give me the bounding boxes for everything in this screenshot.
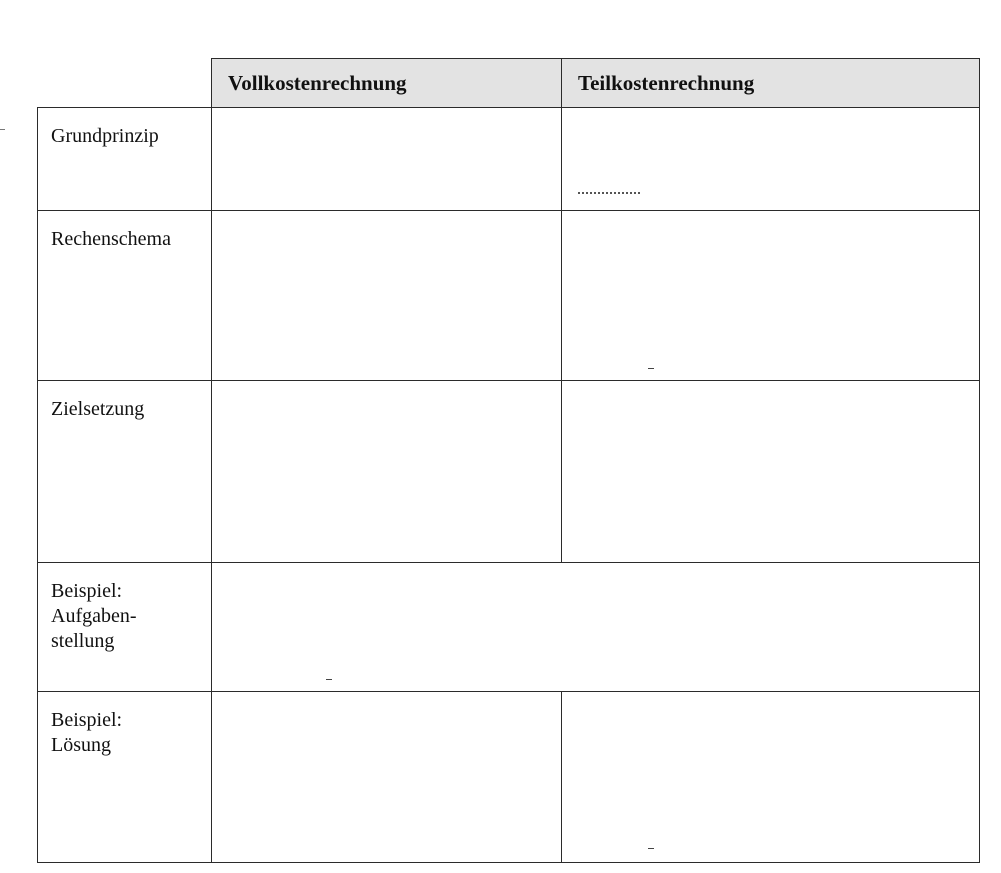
column-header-full-costing-text: Vollkostenrechnung: [228, 70, 407, 95]
cell-principle-partial-costing: [561, 107, 980, 211]
column-header-partial-costing-text: Teilkostenrechnung: [578, 70, 755, 95]
cell-schema-full-costing: [211, 210, 562, 381]
row-label-principle: [37, 107, 212, 211]
row-label-example-solution-line-2: Lösung: [51, 734, 111, 756]
row-label-example-task: [37, 562, 212, 692]
column-header-partial-costing: [561, 58, 980, 108]
row-label-goal-text: Zielsetzung: [51, 398, 145, 420]
column-header-full-costing: [211, 58, 562, 108]
stray-mark: [648, 368, 654, 369]
cell-example-solution-partial-costing: [561, 691, 980, 863]
margin-mark: [0, 129, 5, 130]
cell-example-task-merged: [211, 562, 980, 692]
row-label-schema-text: Rechenschema: [51, 228, 171, 250]
cell-goal-full-costing: [211, 380, 562, 563]
row-label-example-task-line-1: Beispiel:: [51, 580, 123, 602]
row-label-goal: [37, 380, 212, 563]
row-label-example-task-line-3: stellung: [51, 630, 115, 652]
stray-mark: [326, 679, 332, 680]
row-label-schema: [37, 210, 212, 381]
stray-mark: [648, 848, 654, 849]
cell-schema-partial-costing: [561, 210, 980, 381]
faded-text-mark: [578, 192, 640, 194]
cell-principle-full-costing: [211, 107, 562, 211]
cell-example-solution-full-costing: [211, 691, 562, 863]
row-label-principle-text: Grundprinzip: [51, 125, 159, 147]
cell-goal-partial-costing: [561, 380, 980, 563]
row-label-example-solution: [37, 691, 212, 863]
row-label-example-task-line-2: Aufgaben-: [51, 605, 137, 627]
row-label-example-solution-line-1: Beispiel:: [51, 709, 123, 731]
